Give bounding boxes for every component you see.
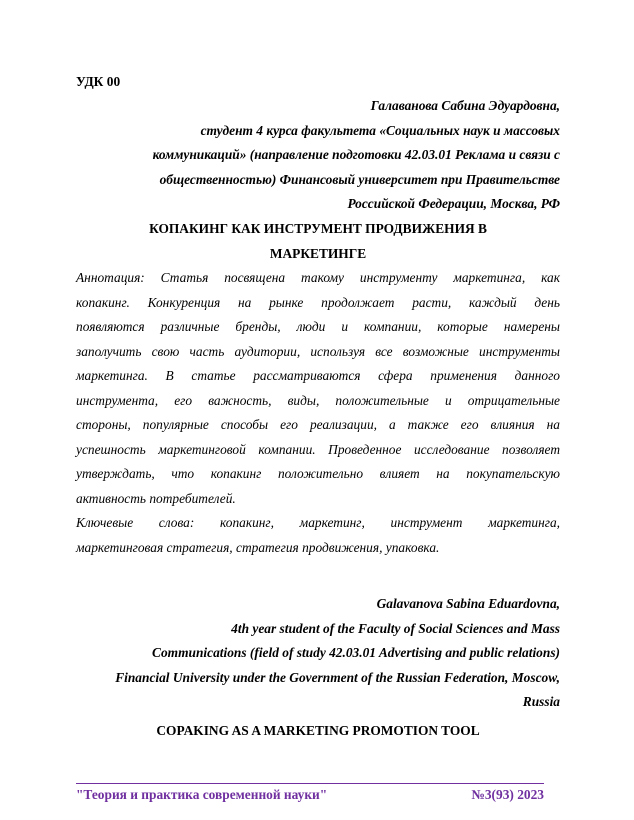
keywords-line: маркетинговая стратегия, стратегия продвижения, упаковка. bbox=[76, 539, 440, 555]
annotation-line: утверждать, что копакинг положительно влияет на покупательскую bbox=[76, 466, 560, 481]
article-title-ru bbox=[76, 217, 560, 266]
footer-issue-number: №3(93) 2023 bbox=[471, 787, 544, 802]
author-en-line: 4th year student of the Faculty of Social Sciences and Mass bbox=[231, 620, 560, 636]
author-en-line: Galavanova Sabina Eduardovna, bbox=[376, 596, 560, 611]
author-ru-line: общественностью) Финансовый университет при Правительстве bbox=[159, 171, 560, 187]
article-title-en: COPAKING AS A MARKETING PROMOTION TOOL bbox=[156, 723, 480, 738]
annotation-line: стороны, популярные способы его реализации, а также его влияния на bbox=[76, 417, 560, 432]
footer-journal-name: "Теория и практика современной науки" bbox=[76, 787, 328, 802]
author-en-line: Communications (field of study 42.03.01 Advertising and public relations) bbox=[152, 645, 560, 660]
author-info-en bbox=[76, 592, 560, 715]
footer-divider bbox=[76, 783, 544, 784]
annotation-line: маркетинга. В статье рассматриваются сфера применения данного bbox=[76, 368, 560, 383]
annotation-line: появляются различные бренды, люди и компании, которые намерены bbox=[76, 319, 560, 334]
author-ru-line: коммуникаций» (направление подготовки 42.03.01 Реклама и связи с bbox=[152, 147, 560, 162]
title-ru-line: МАРКЕТИНГЕ bbox=[269, 245, 367, 261]
annotation-line: инструмента, его важность, виды, положительные и отрицательные bbox=[76, 392, 560, 408]
annotation-and-keywords bbox=[76, 266, 560, 560]
annotation-line: копакинг. Конкуренция на рынке продолжает расти, каждый день bbox=[76, 294, 560, 310]
author-ru-line: Галаванова Сабина Эдуардовна, bbox=[370, 98, 560, 113]
annotation-line: заполучить свою часть аудитории, используя все возможные инструменты bbox=[76, 343, 560, 359]
author-info-ru bbox=[76, 94, 560, 217]
author-en-line: Russia bbox=[522, 694, 560, 709]
title-ru-line: КОПАКИНГ КАК ИНСТРУМЕНТ ПРОДВИЖЕНИЯ В bbox=[149, 221, 487, 236]
annotation-line: активность потребителей. bbox=[76, 490, 236, 506]
annotation-line: Аннотация: Статья посвящена такому инструменту маркетинга, как bbox=[76, 270, 560, 285]
author-en-line: Financial University under the Government of the Russian Federation, Moscow, bbox=[115, 669, 560, 685]
annotation-line: успешность маркетинговой компании. Проведенное исследование позволяет bbox=[76, 441, 560, 457]
keywords-line: Ключевые слова: копакинг, маркетинг, инструмент маркетинга, bbox=[76, 515, 560, 530]
udk-code: УДК 00 bbox=[76, 74, 121, 89]
author-ru-line: Российской Федерации, Москва, РФ bbox=[347, 196, 560, 211]
author-ru-line: студент 4 курса факультета «Социальных наук и массовых bbox=[200, 122, 560, 138]
